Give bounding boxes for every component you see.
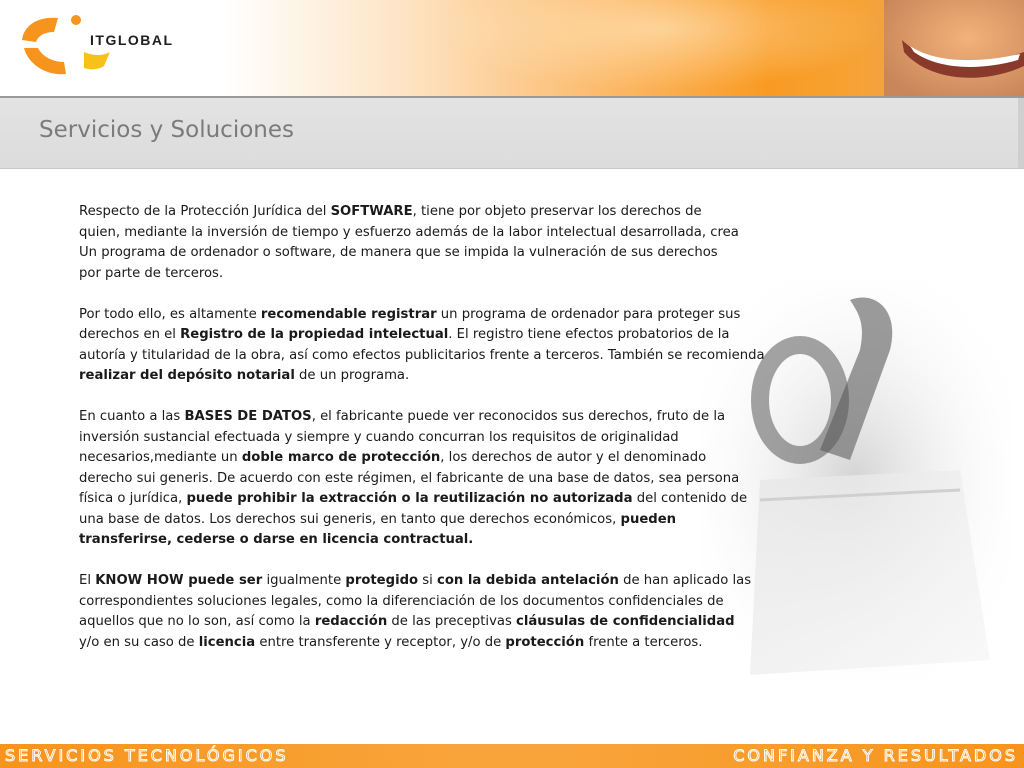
text-run: entre transferente y receptor, y/o de xyxy=(255,634,506,650)
page-title: Servicios y Soluciones xyxy=(39,117,294,143)
company-logo xyxy=(18,10,218,82)
bold-text-run: transferirse, cederse o darse en licencia contractual. xyxy=(79,532,474,547)
text-run: , el fabricante puede ver reconocidos sus derechos, fruto de la xyxy=(311,409,726,424)
text-run: , tiene por objeto preservar los derechos de xyxy=(412,204,702,219)
paragraph-bases-de-datos xyxy=(79,407,849,551)
bold-text-run: recomendable registrar xyxy=(260,306,437,322)
footer-bar xyxy=(0,744,1024,768)
text-run: y/o en su caso de xyxy=(79,634,199,650)
text-run: quien, mediante la inversión de tiempo y esfuerzo además de la labor intelectual desarrollada, crea xyxy=(79,224,739,240)
text-run: El xyxy=(79,573,96,588)
smiling-face-photo xyxy=(884,0,1024,96)
bold-text-run: protegido xyxy=(345,573,419,588)
text-run: En cuanto a las xyxy=(79,409,185,424)
text-run: igualmente xyxy=(262,573,346,588)
text-run: Por todo ello, es altamente xyxy=(79,306,261,322)
text-run: física o jurídica, xyxy=(79,491,187,506)
paragraph-registro xyxy=(79,305,849,387)
main-content xyxy=(79,202,849,674)
bold-text-run: con la debida antelación xyxy=(437,573,619,588)
paragraph-know-how xyxy=(79,571,849,653)
bold-text-run: Registro de la propiedad intelectual xyxy=(180,327,449,342)
header-glow xyxy=(420,0,900,96)
text-run: por parte de terceros. xyxy=(79,265,224,281)
text-run: necesarios,mediante un xyxy=(79,450,242,465)
footer-right-text: CONFIANZA Y RESULTADOS xyxy=(733,746,1018,765)
text-run: aquellos que no lo son, así como la xyxy=(79,614,315,629)
text-run: Respecto de la Protección Jurídica del xyxy=(79,204,331,219)
bold-text-run: realizar del depósito notarial xyxy=(79,368,295,383)
text-run: derechos en el xyxy=(79,327,181,342)
paragraph-software xyxy=(79,202,849,284)
bold-text-run: licencia xyxy=(198,634,256,650)
text-run: Un programa de ordenador o software, de manera que se impida la vulneración de sus derechos xyxy=(79,245,718,260)
bold-text-run: puede prohibir la extracción o la reutilización no autorizada xyxy=(186,491,633,506)
text-run: , los derechos de autor y el denominado xyxy=(440,450,707,465)
text-run: un programa de ordenador para proteger sus xyxy=(436,306,741,322)
text-run: de las preceptivas xyxy=(387,614,517,629)
logo-text: ITGLOBAL xyxy=(90,32,174,48)
bold-text-run: KNOW HOW puede ser xyxy=(95,573,263,588)
text-run: una base de datos. Los derechos sui generis, en tanto que derechos económicos, xyxy=(79,511,621,527)
text-run: correspondientes soluciones legales, como la diferenciación de los documentos confidenciales de xyxy=(79,593,724,609)
title-bar-edge xyxy=(1018,98,1024,168)
bold-text-run: pueden xyxy=(620,511,677,527)
footer-left-text: SERVICIOS TECNOLÓGICOS xyxy=(5,746,289,765)
bold-text-run: cláusulas de confidencialidad xyxy=(516,614,735,629)
header-banner xyxy=(0,0,1024,96)
text-run: de un programa. xyxy=(294,368,410,383)
bold-text-run: protección xyxy=(505,634,585,650)
bold-text-run: redacción xyxy=(314,614,388,629)
text-run: inversión sustancial efectuada y siempre y cuando concurran los requisitos de originalidad xyxy=(79,429,679,445)
text-run: de han aplicado las xyxy=(618,573,752,588)
text-run: autoría y titularidad de la obra, así como efectos publicitarios frente a terceros. También se recomienda xyxy=(79,347,765,363)
text-run: derecho sui generis. De acuerdo con este régimen, el fabricante de una base de datos, sea persona xyxy=(79,470,740,486)
bold-text-run: doble marco de protección xyxy=(241,450,441,465)
bold-text-run: SOFTWARE xyxy=(330,204,413,219)
text-run: frente a terceros. xyxy=(584,634,703,650)
text-run: del contenido de xyxy=(632,491,748,506)
text-run: . El registro tiene efectos probatorios de la xyxy=(448,327,730,342)
text-run: si xyxy=(418,573,438,588)
bold-text-run: BASES DE DATOS xyxy=(184,409,312,424)
